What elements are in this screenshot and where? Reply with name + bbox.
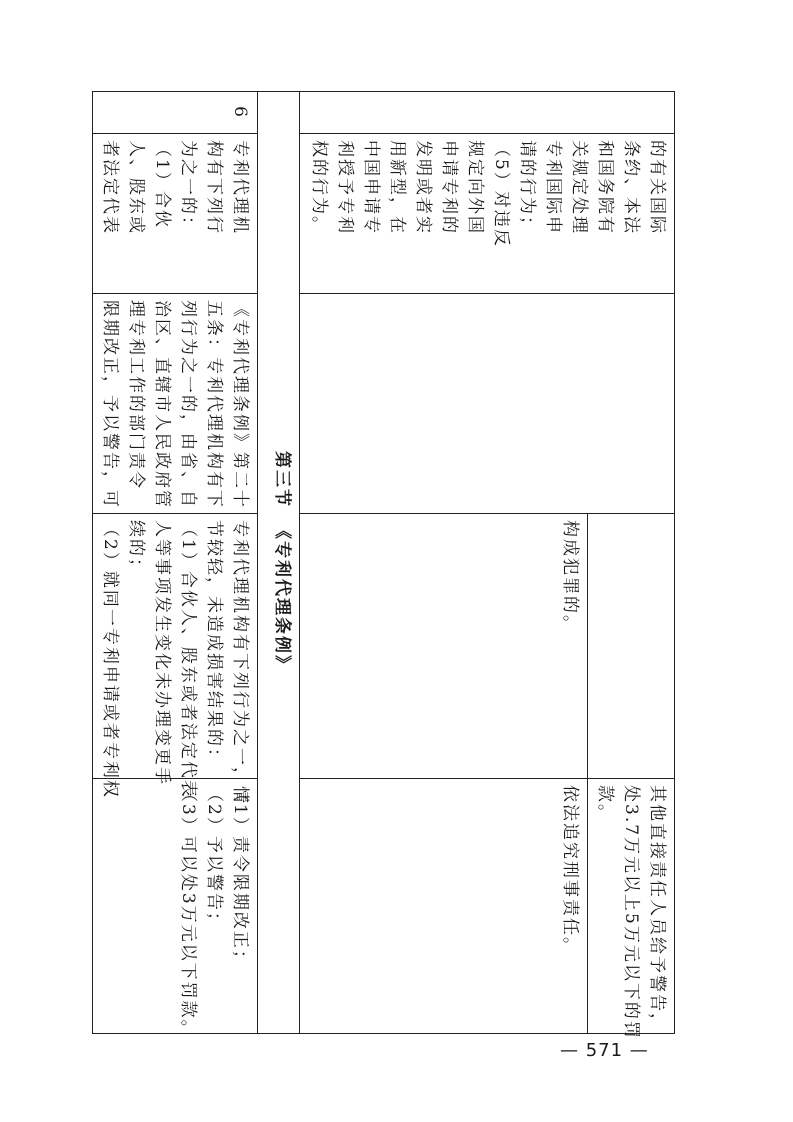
penalty-cell: [93, 779, 258, 1039]
penalty-cell-lower: 依法追究刑事责任。: [300, 779, 588, 1034]
legal-basis-line: 限期改正，予以警告，可: [100, 300, 120, 509]
legal-basis-line: 治区、直辖市人民政府管: [152, 300, 172, 509]
section-title: 《专利代理条例》: [272, 522, 292, 674]
violation-line: （5）对违反: [491, 140, 511, 248]
violation-cell: [93, 134, 258, 294]
circumstance-line: 续的；: [126, 520, 146, 577]
penalty-line: 处3.7万元以上5万元以下的罚: [621, 785, 641, 1040]
violation-cell: [300, 134, 675, 294]
violation-line: 发明或者实: [413, 140, 433, 235]
legal-basis-line: 五条：专利代理机构有下: [204, 300, 224, 509]
legal-basis-line: 理专利工作的部门责令: [126, 300, 146, 490]
circumstance-cell-upper: [588, 514, 675, 779]
violation-line: 为之一的：: [178, 140, 198, 235]
violation-line: 和国务院有: [595, 140, 615, 235]
penalty-line: （3）可以处3万元以下罚款。: [178, 785, 198, 1039]
rotated-table-frame: [99, 91, 675, 1040]
circumstance-line: 节较轻，未造成损害结果的：: [204, 520, 224, 767]
circumstance-line: 专利代理机构有下列行为之一，情: [230, 520, 250, 805]
penalty-table: [92, 91, 675, 1040]
rotated-table-content: [99, 91, 675, 1040]
circumstance-cell: [93, 514, 258, 805]
legal-basis-line: 《专利代理条例》第二十: [230, 300, 250, 509]
legal-basis-line: 列行为之一的，由省、自: [178, 300, 198, 509]
violation-line: 申请专利的: [439, 140, 459, 235]
violation-line: 的有关国际: [647, 140, 667, 235]
circumstance-line: （2）就同一专利申请或者专利权: [100, 520, 120, 799]
section-label: 第三节: [272, 451, 292, 508]
violation-line: 用新型，在: [387, 140, 407, 235]
penalty-cell-upper: [588, 779, 675, 1040]
table-row-6: [93, 92, 258, 1034]
violation-line: 利授予专利: [335, 140, 355, 235]
violation-line: （1）合伙: [152, 140, 172, 229]
section-heading-row: [258, 92, 300, 1034]
row-number-cell: 6: [93, 92, 258, 134]
penalty-line: （1）责令限期改正；: [230, 785, 250, 969]
violation-line: 请的行为；: [517, 140, 537, 235]
violation-line: 专利国际申: [543, 140, 563, 235]
penalty-line: 其他直接责任人员给予警告，: [647, 785, 667, 1032]
violation-line: 关规定处理: [569, 140, 589, 235]
violation-line: 专利代理机: [230, 140, 250, 235]
violation-line: 权的行为。: [309, 140, 329, 235]
row-number-cell: [300, 92, 675, 134]
violation-line: 中国申请专: [361, 140, 381, 235]
penalty-line: 款。: [595, 785, 615, 823]
page-number: — 571 —: [560, 1040, 649, 1061]
violation-line: 条约、本法: [621, 140, 641, 235]
legal-basis-cell: [300, 294, 675, 514]
violation-line: 者法定代表: [100, 140, 120, 235]
circumstance-line: （1）合伙人、股东或者法定代表: [178, 520, 198, 799]
violation-line: 人、股东或: [126, 140, 146, 235]
circumstance-cell-lower: 构成犯罪的。: [300, 514, 588, 779]
violation-line: 构有下列行: [204, 140, 224, 235]
table-row-continuation: [588, 92, 675, 1034]
violation-line: 规定向外国: [465, 140, 485, 235]
section-heading: [258, 92, 300, 1034]
penalty-line: （2）予以警告；: [204, 785, 224, 931]
legal-basis-cell: [93, 294, 258, 514]
circumstance-line: 人等事项发生变化未办理变更手: [152, 520, 172, 786]
